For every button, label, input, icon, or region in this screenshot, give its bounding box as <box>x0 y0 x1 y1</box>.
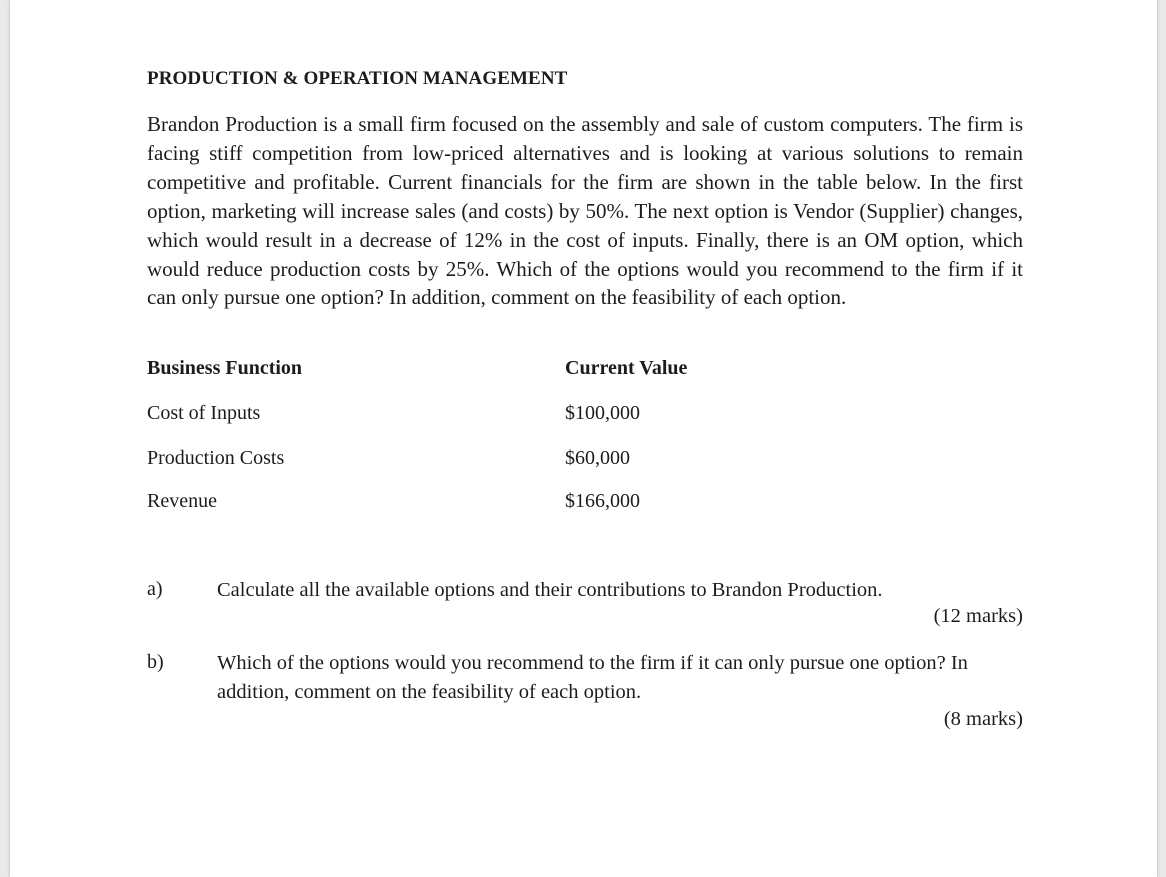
document-page <box>10 0 1157 877</box>
question-letter: b) <box>147 651 164 673</box>
table-cell-value: $166,000 <box>565 490 640 512</box>
question-marks: (12 marks) <box>933 605 1023 627</box>
intro-paragraph: Brandon Production is a small firm focused on the assembly and sale of custom computers. The firm is facing stiff competition from low-priced alternatives and is looking at various solutions to remain competitive and profitable. Current financials for the firm are shown in the table below. In the first option, marketing will increase sales (and costs) by 50%. The next option is Vendor (Supplier) changes, which would result in a decrease of 12% in the cost of inputs. Finally, there is an OM option, which would reduce production costs by 25%. Which of the options would you recommend to the firm if it can only pursue one option? In addition, comment on the feasibility of each option. <box>147 112 1023 310</box>
table-cell-function: Production Costs <box>147 447 285 469</box>
page-title: PRODUCTION & OPERATION MANAGEMENT <box>147 68 568 89</box>
question-marks: (8 marks) <box>943 708 1023 730</box>
table-header-current-value: Current Value <box>565 357 688 379</box>
question-letter: a) <box>147 578 163 600</box>
table-cell-value: $100,000 <box>565 402 640 424</box>
table-header-business-function: Business Function <box>147 357 303 379</box>
question-text: Calculate all the available options and their contributions to Brandon Production. <box>217 579 883 601</box>
question-text: Which of the options would you recommend to the firm if it can only pursue one option? In addition, comment on the feasibility of each option. <box>217 652 968 703</box>
table-cell-value: $60,000 <box>565 447 630 469</box>
table-cell-function: Cost of Inputs <box>147 402 261 424</box>
table-cell-function: Revenue <box>147 490 217 512</box>
